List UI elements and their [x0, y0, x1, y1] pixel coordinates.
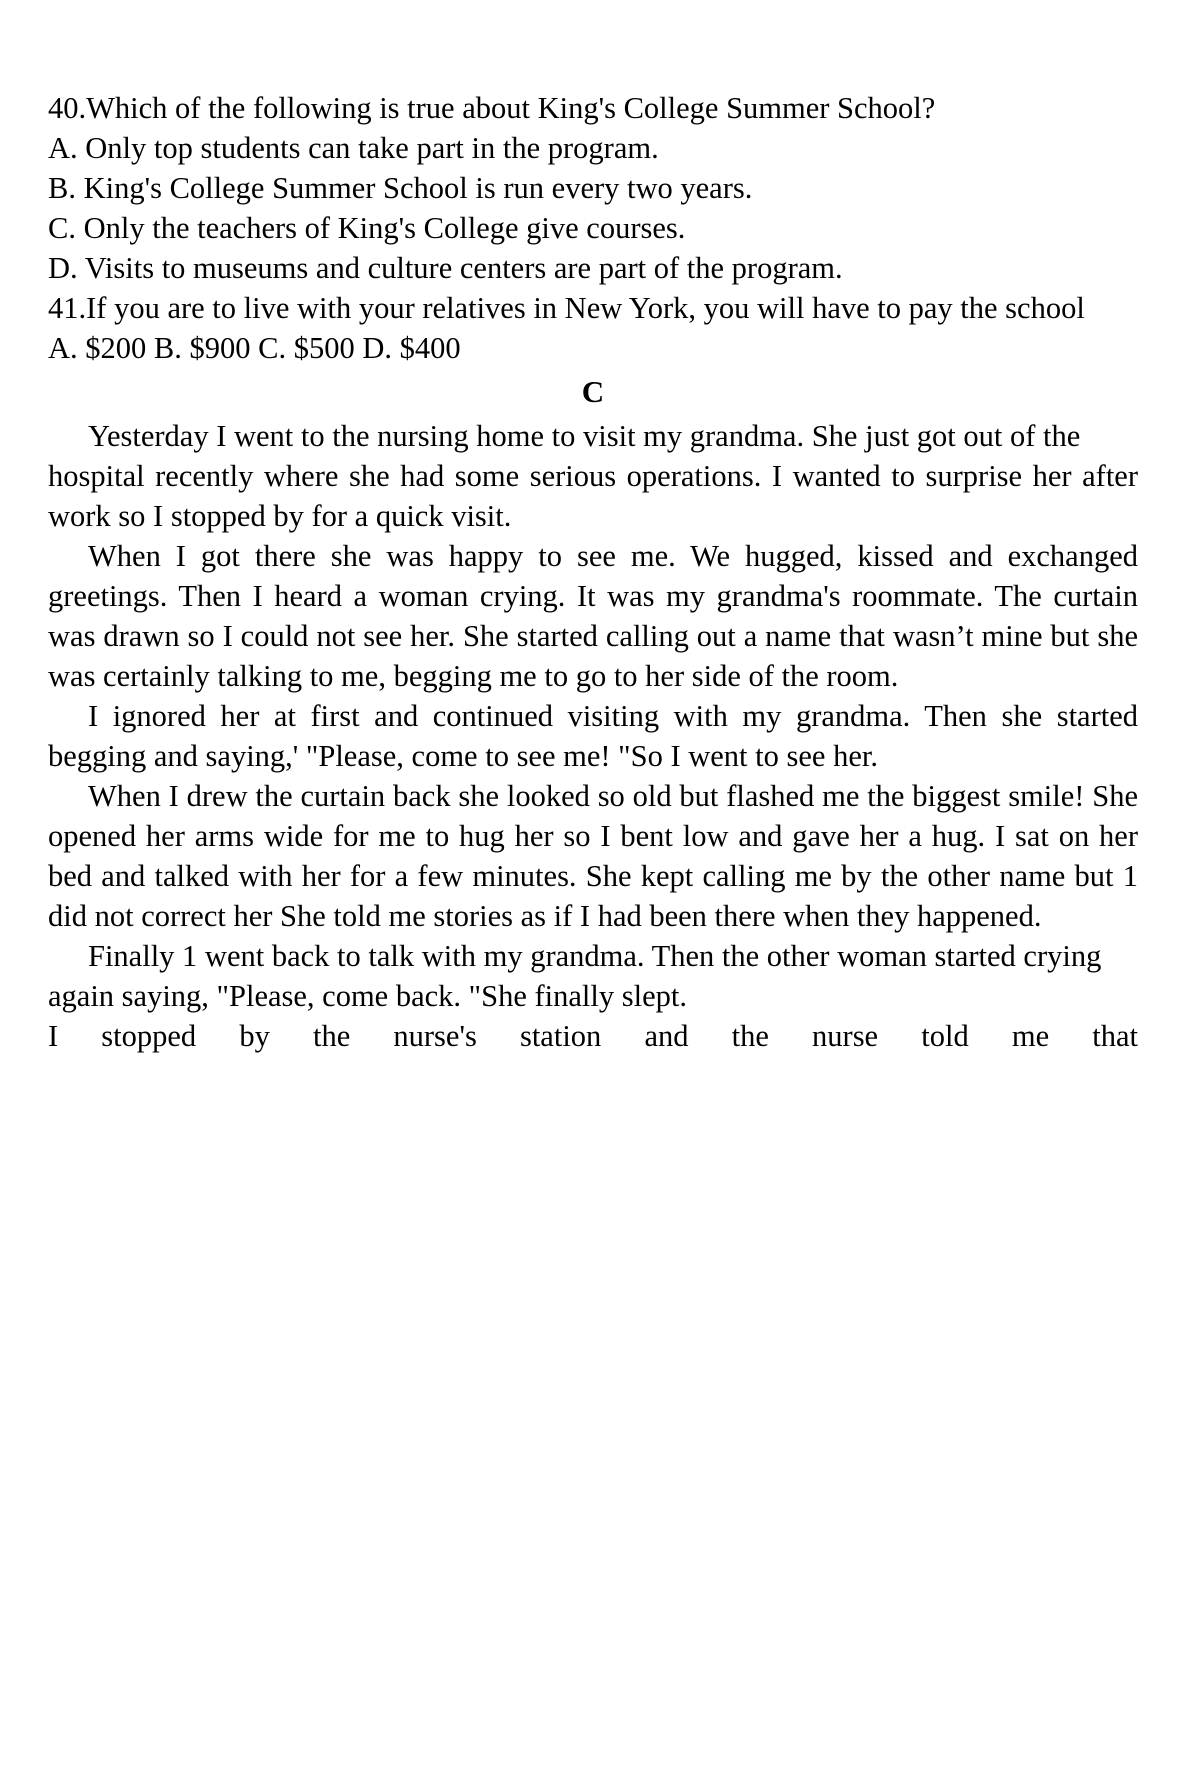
- question-40-option-c: C. Only the teachers of King's College give courses.: [48, 211, 686, 245]
- paragraph-1-continued: hospital recently where she had some serious operations. I wanted to surprise her after work so I stopped by for a quick visit.: [48, 459, 1138, 533]
- paragraph-6: I stopped by the nurse's station and the nurse told me that: [48, 1019, 1138, 1053]
- paragraph-5-continued: again saying, "Please, come back. "She finally slept.: [48, 979, 687, 1013]
- paragraph-5-line-1: Finally 1 went back to talk with my grandma. Then the other woman started crying: [88, 939, 1102, 973]
- paragraph-1-line-1: Yesterday I went to the nursing home to visit my grandma. She just got out of the: [88, 419, 1081, 453]
- section-heading-c: C: [581, 374, 605, 409]
- document-body: [48, 88, 1138, 1096]
- question-41: 41.If you are to live with your relatives in New York, you will have to pay the school: [48, 291, 1085, 325]
- paragraph-2: When I got there she was happy to see me. We hugged, kissed and exchanged greetings. Then I heard a woman crying. It was my grandma's roommate. The curtain was drawn so I could not see her. She started calling out a name that wasn’t mine but she was certainly talking to me, begging me to go to her side of the room.: [48, 539, 1138, 693]
- question-41-options: A. $200 B. $900 C. $500 D. $400: [48, 331, 461, 365]
- paragraph-3: I ignored her at first and continued visiting with my grandma. Then she started begging and saying,' "Please, come to see me! "So I went to see her.: [48, 699, 1138, 773]
- paragraph-4: When I drew the curtain back she looked so old but flashed me the biggest smile! She opened her arms wide for me to hug her so I bent low and gave her a hug. I sat on her bed and talked with her for a few minutes. She kept calling me by the other name but 1 did not correct her She told me stories as if I had been there when they happened.: [48, 779, 1138, 933]
- question-40-option-d: D. Visits to museums and culture centers are part of the program.: [48, 251, 843, 285]
- question-40-option-b: B. King's College Summer School is run every two years.: [48, 171, 753, 205]
- question-40: 40.Which of the following is true about King's College Summer School?: [48, 91, 936, 125]
- question-40-option-a: A. Only top students can take part in the program.: [48, 131, 659, 165]
